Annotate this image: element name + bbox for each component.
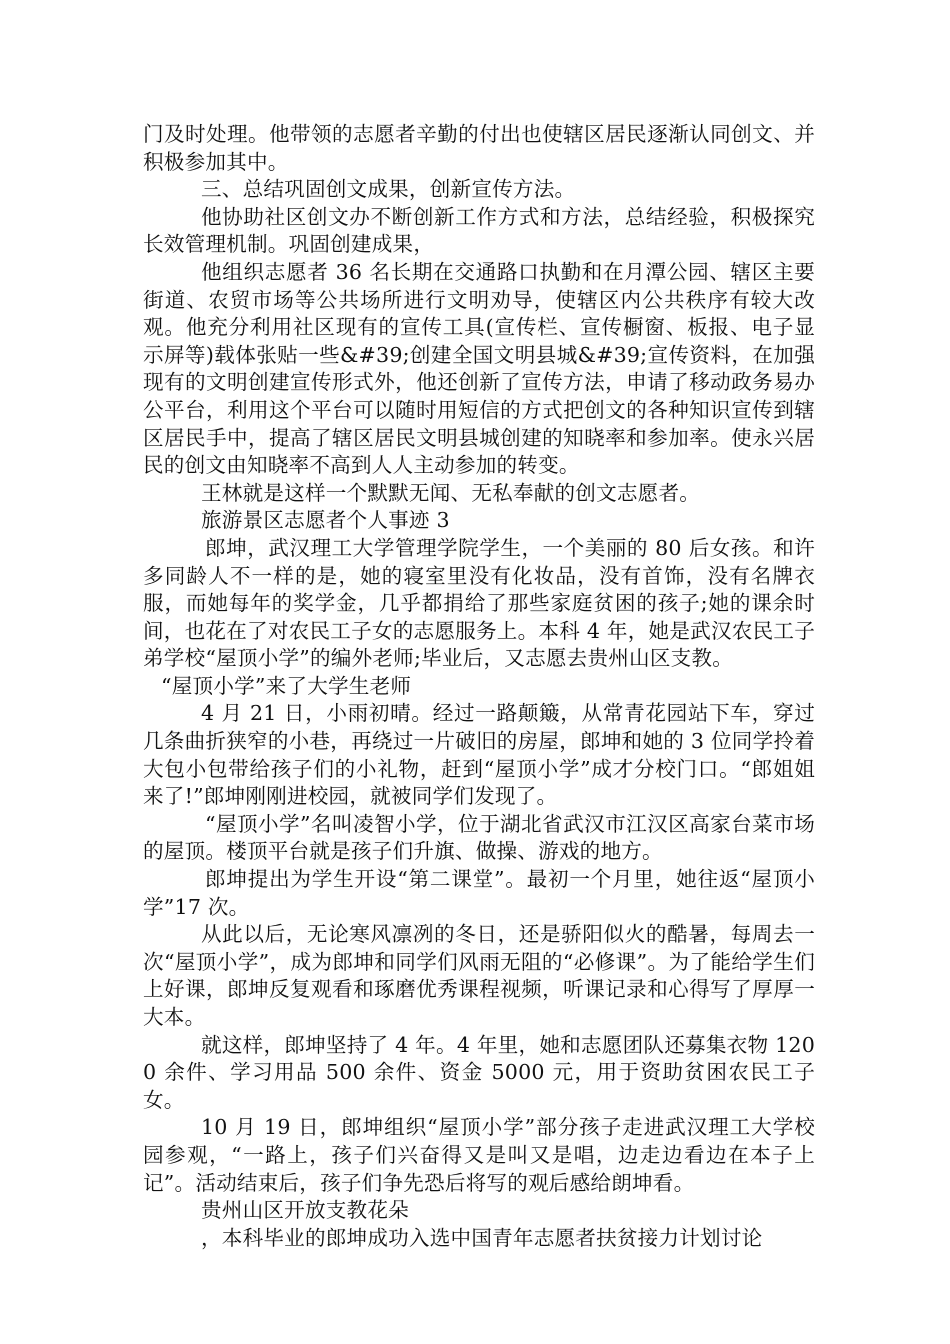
paragraph: 从此以后，无论寒风凛冽的冬日，还是骄阳似火的酷暑，每周去一次“屋顶小学”，成为郎坤和同学们风雨无阻的“必修课”。为了能给学生们上好课，郎坤反复观看和琢磨优秀课程视频，听课记录和心得写了厚厚一大本。: [143, 922, 815, 1029]
paragraph: 10 月 19 日，郎坤组织“屋顶小学”部分孩子走进武汉理工大学校园参观，“一路上，孩子们兴奋得又是叫又是唱，边走边看边在本子上记”。活动结束后，孩子们争先恐后将写的观后感给朗坤看。: [143, 1115, 815, 1195]
paragraph: 郎坤，武汉理工大学管理学院学生，一个美丽的 80 后女孩。和许多同龄人不一样的是，她的寝室里没有化妆品，没有首饰，没有名牌衣服，而她每年的奖学金，几乎都捐给了那些家庭贫困的孩子;她的课余时间，也花在了对农民工子女的志愿服务上。本科 4 年，她是武汉农民工子弟学校“屋顶小学”的编外老师;毕业后，又志愿去贵州山区支教。: [143, 535, 815, 671]
paragraph: ，本科毕业的郎坤成功入选中国青年志愿者扶贫接力计划讨论: [201, 1225, 763, 1250]
section-heading: 旅游景区志愿者个人事迹 3: [201, 508, 450, 533]
paragraph: 他协助社区创文办不断创新工作方式和方法，总结经验，积极探究长效管理机制。巩固创建成果，: [143, 204, 815, 257]
paragraph: 郎坤提出为学生开设“第二课堂”。最初一个月里，她往返“屋顶小学”17 次。: [143, 867, 815, 919]
paragraph: “屋顶小学”名叫凌智小学，位于湖北省武汉市江汉区高家台菜市场的屋顶。楼顶平台就是孩子们升旗、做操、游戏的地方。: [143, 811, 815, 864]
section-heading: 三、总结巩固创文成果，创新宣传方法。: [201, 177, 576, 202]
subheading: “屋顶小学”来了大学生老师: [161, 673, 412, 698]
paragraph: 4 月 21 日，小雨初晴。经过一路颠簸，从常青花园站下车，穿过几条曲折狭窄的小巷，再绕过一片破旧的房屋，郎坤和她的 3 位同学拎着大包小包带给孩子们的小礼物，赶到“屋顶小学”成才分校门口。“郎姐姐来了!”郎坤刚刚进校园，就被同学们发现了。: [143, 701, 815, 809]
paragraph: 门及时处理。他带领的志愿者辛勤的付出也使辖区居民逐渐认同创文、并积极参加其中。: [143, 122, 815, 174]
paragraph: 就这样，郎坤坚持了 4 年。4 年里，她和志愿团队还募集衣物 1200 余件、学习用品 500 余件、资金 5000 元，用于资助贫困农民工子女。: [143, 1032, 815, 1112]
document-body: [143, 121, 815, 1252]
subheading: 贵州山区开放支教花朵: [201, 1198, 409, 1223]
paragraph: 王林就是这样一个默默无闻、无私奉献的创文志愿者。: [201, 480, 701, 505]
paragraph: 他组织志愿者 36 名长期在交通路口执勤和在月潭公园、辖区主要街道、农贸市场等公共场所进行文明劝导，使辖区内公共秩序有较大改观。他充分利用社区现有的宣传工具(宣传栏、宣传橱窗、板报、电子显示屏等)载体张贴一些&#39;创建全国文明县城&#39;宣传资料，在加强现有的文明创建宣传形式外，他还创新了宣传方法，申请了移动政务易办公平台，利用这个平台可以随时用短信的方式把创文的各种知识宣传到辖区居民手中，提高了辖区居民文明县城创建的知晓率和参加率。使永兴居民的创文由知晓率不高到人人主动参加的转变。: [143, 259, 815, 478]
